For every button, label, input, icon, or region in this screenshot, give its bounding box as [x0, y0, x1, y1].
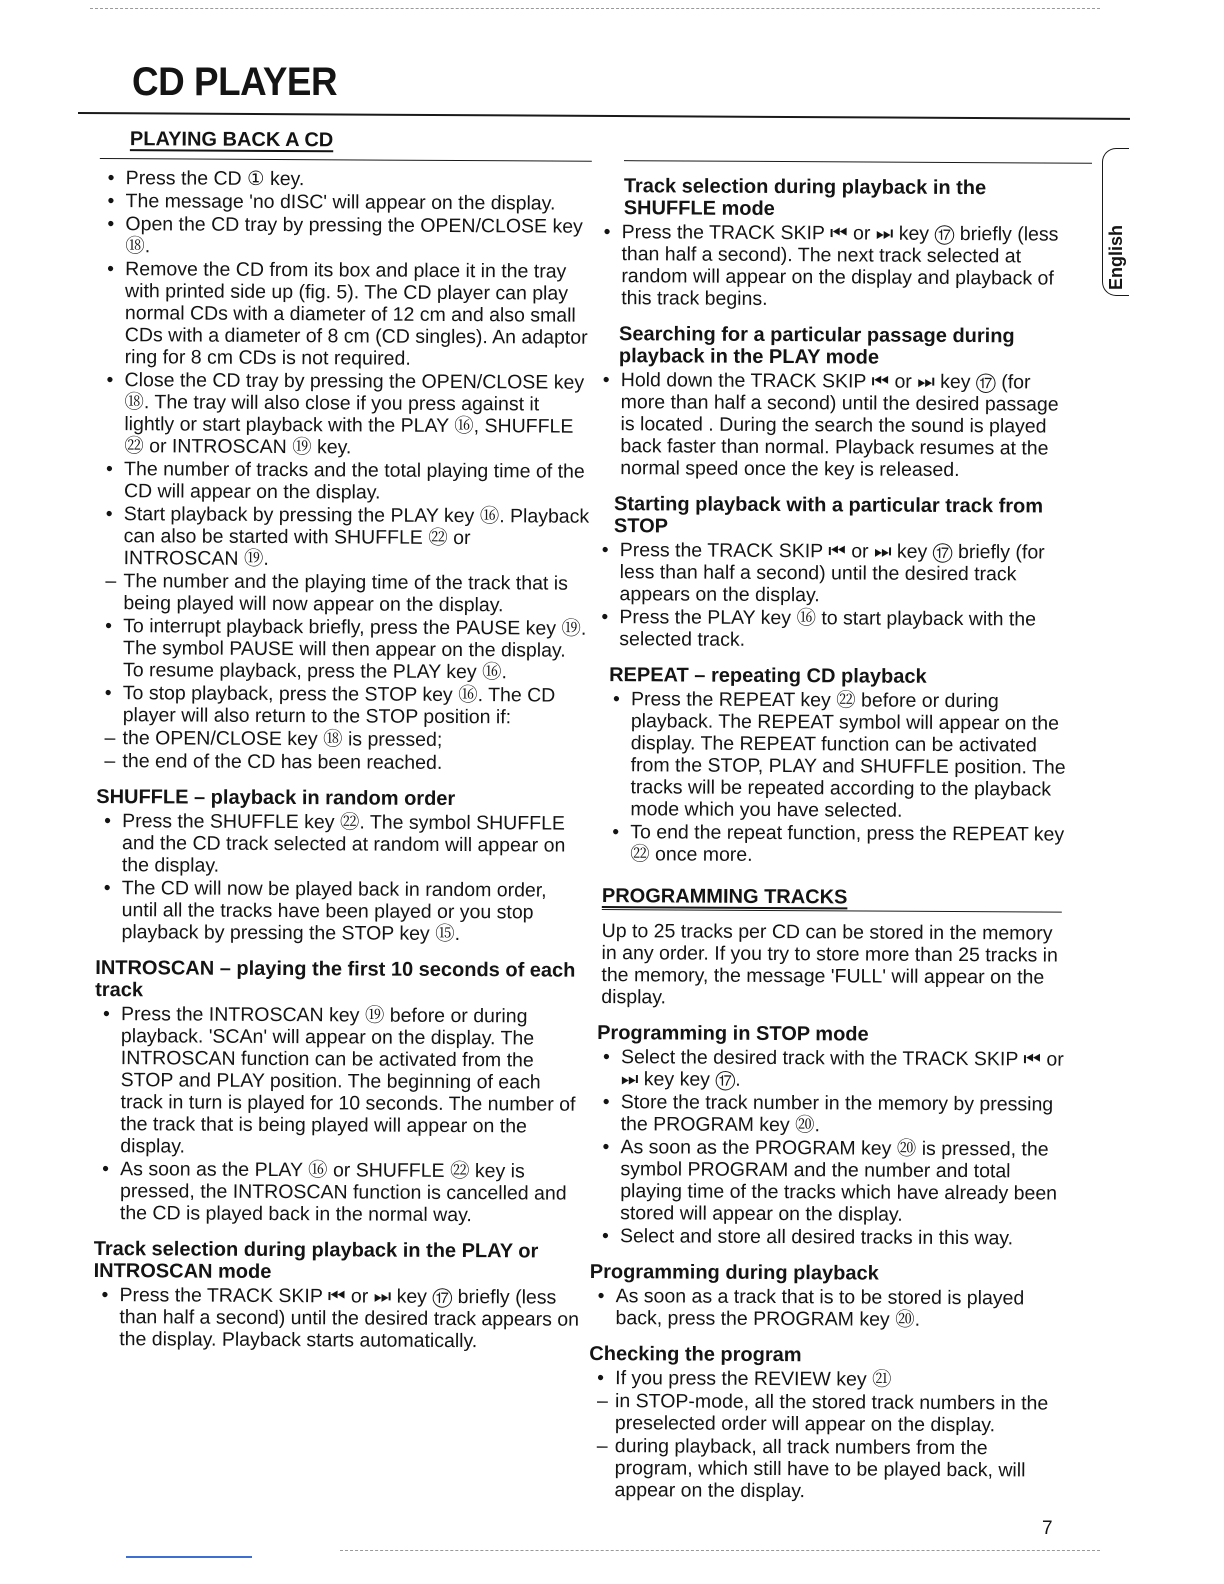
list-item	[97, 615, 589, 684]
list-item	[595, 221, 1075, 312]
list-item-text: Press the PLAY key ⑯ to start playback with the selected track.	[619, 606, 1037, 651]
list-item-text: The CD will now be played back in random order, until all the tracks have been played or you stop playback by pressing the STOP key ⑮.	[121, 877, 547, 946]
list-marker: –	[597, 1390, 608, 1413]
list-item-text: As soon as a track that is to be stored is played back, press the PROGRAM key ⑳.	[615, 1285, 1025, 1331]
list-marker: •	[601, 539, 609, 562]
list-item	[595, 1046, 1071, 1093]
list-item-text: Select the desired track with the TRACK SKIP ⏮ or ⏭ key key ⑰.	[620, 1046, 1064, 1091]
page-number: 7	[1042, 1518, 1053, 1539]
list-item-text: Press the TRACK SKIP ⏮ or ⏭ key ⑰ briefly (for less than half a second) until the desired track appears on the display.	[619, 539, 1045, 607]
programming-section-heading: PROGRAMMING TRACKS	[601, 885, 848, 909]
list-marker: –	[104, 750, 116, 773]
list-item	[99, 258, 592, 371]
list-marker: •	[104, 810, 112, 833]
list-item	[595, 1091, 1071, 1138]
list-item-text: Press the INTROSCAN key ⑲ before or during playback. 'SCAn' will appear on the display. The INTROSCAN function can be activated from the STOP and PLAY position. The beginning of each track in turn is played for 10 seconds. The number of the track that is being played will appear on the display.	[120, 1003, 576, 1158]
introscan-heading: INTROSCAN – playing the first 10 seconds of each track	[95, 956, 576, 1002]
list-item	[99, 213, 591, 260]
list-item	[98, 458, 590, 505]
track-selection-play-heading: Track selection during playback in the PLAY or INTROSCAN mode	[93, 1237, 539, 1283]
track-selection-shuffle-list	[595, 221, 1075, 312]
starting-track-heading: Starting playback with a particular track from STOP	[613, 493, 1044, 538]
list-item	[100, 190, 592, 215]
right-column-rule	[624, 160, 1092, 164]
list-item	[594, 539, 1074, 608]
list-item	[594, 1225, 1070, 1250]
list-marker: •	[107, 213, 115, 236]
list-marker: •	[601, 606, 609, 629]
list-item	[96, 810, 588, 879]
list-item-text: If you press the REVIEW key ㉑	[615, 1367, 892, 1391]
programming-stop-heading: Programming in STOP mode	[597, 1022, 869, 1046]
list-marker: •	[612, 688, 620, 711]
repeat-list	[604, 688, 1073, 868]
list-item-text: The number and the playing time of the track that is being played will now appear on the display.	[123, 570, 568, 617]
list-item	[594, 1136, 1070, 1227]
list-item-text: Press the TRACK SKIP ⏮ or ⏭ key ⑰ briefly (less than half a second) until the desired track appears on the display. Playback starts automatically.	[119, 1284, 580, 1353]
searching-list	[594, 369, 1075, 482]
programming-playback-heading: Programming during playback	[589, 1260, 879, 1285]
list-marker: •	[104, 682, 112, 705]
list-marker: •	[105, 615, 113, 638]
list-item	[97, 682, 589, 729]
list-marker: •	[602, 1046, 610, 1069]
list-item	[93, 1284, 585, 1353]
list-item	[98, 503, 590, 572]
language-tab-label: English	[1106, 224, 1126, 290]
list-item-text: Store the track number in the memory by pressing the PROGRAM key ⑳.	[620, 1091, 1054, 1137]
list-item-text: To end the repeat function, press the REPEAT key ㉒ once more.	[630, 821, 1065, 866]
list-marker: •	[106, 369, 114, 392]
list-item-text: To interrupt playback briefly, press the PAUSE key ⑲. The symbol PAUSE will then appear on the display. To resume playback, press the PLAY key ⑯.	[122, 615, 587, 684]
list-marker: •	[107, 190, 115, 213]
list-item	[94, 1158, 586, 1227]
list-item	[98, 369, 590, 460]
list-marker: •	[102, 1003, 110, 1026]
list-marker: –	[104, 727, 116, 750]
introscan-list	[94, 1003, 587, 1227]
list-marker: •	[597, 1285, 605, 1308]
list-marker: •	[107, 258, 115, 281]
list-item	[589, 1390, 1069, 1437]
title-rule	[78, 112, 1130, 120]
list-item	[604, 821, 1072, 868]
stop-conditions-list	[96, 727, 588, 775]
checking-list	[589, 1367, 1070, 1504]
list-item-text: The message 'no dISC' will appear on the display.	[125, 190, 556, 215]
list-item	[100, 167, 592, 192]
bottom-link-line	[126, 1556, 252, 1558]
list-marker: •	[102, 1158, 110, 1181]
list-item-text: Start playback by pressing the PLAY key ⑯. Playback can also be started with SHUFFLE ㉒ or INTROSCAN ⑲.	[123, 503, 590, 570]
list-item-text: To stop playback, press the STOP key ⑯. The CD player will also return to the STOP position if:	[122, 682, 556, 729]
list-item	[97, 570, 589, 617]
list-item-text: Open the CD tray by pressing the OPEN/CLOSE key ⑱.	[125, 213, 583, 258]
list-marker: •	[101, 1284, 109, 1307]
list-marker: •	[603, 221, 611, 244]
list-marker: •	[597, 1367, 605, 1390]
right-column	[589, 160, 1076, 1505]
playing-back-list	[97, 167, 592, 729]
page-title: CD PLAYER	[132, 60, 338, 104]
checking-heading: Checking the program	[589, 1342, 802, 1367]
section-heading-playing-back: PLAYING BACK A CD	[129, 128, 334, 152]
list-item-text: Hold down the TRACK SKIP ⏮ or ⏭ key ⑰ (for more than half a second) until the desired passage is located . During the search the sound is played back faster than normal. Playback resumes at the normal speed once the key is released.	[620, 369, 1059, 482]
list-item	[95, 877, 587, 946]
left-column	[93, 128, 592, 1354]
track-selection-play-list	[93, 1284, 585, 1353]
scan-noise-bottom	[340, 1550, 1100, 1551]
scan-noise-top	[90, 8, 1100, 9]
list-item	[94, 1003, 587, 1160]
list-marker: •	[105, 503, 113, 526]
list-item-text: during playback, all track numbers from the program, which still have to be played back, will appear on the display.	[614, 1435, 1026, 1503]
list-marker: –	[596, 1435, 608, 1458]
list-marker: •	[601, 1225, 609, 1248]
list-item	[594, 369, 1075, 482]
list-item-text: Close the CD tray by pressing the OPEN/CLOSE key ⑱. The tray will also close if you press against it lightly or start playback with the PLAY ⑯, SHUFFLE ㉒ or INTROSCAN ⑲ key.	[124, 369, 585, 459]
programming-rule	[602, 909, 1062, 913]
list-item-text: Remove the CD from its box and place it in the tray with printed side up (fig. 5). The CD player can play normal CDs with a diameter of 12 cm and also small CDs with a diameter of 8 cm (CD singles). An adaptor ring for 8 cm CDs is not required.	[124, 258, 588, 370]
list-item-text: Press the CD ① key.	[125, 167, 305, 191]
list-item-text: Press the SHUFFLE key ㉒. The symbol SHUFFLE and the CD track selected at random will appear on the display.	[121, 810, 566, 877]
list-marker: •	[103, 877, 111, 900]
section-rule	[100, 158, 592, 162]
programming-playback-list	[589, 1285, 1069, 1332]
list-item	[97, 727, 589, 752]
searching-heading: Searching for a particular passage during playback in the PLAY mode	[618, 323, 1015, 369]
list-item-text: Press the TRACK SKIP ⏮ or ⏭ key ⑰ briefly (less than half a second). The next track selected at random will appear on the display and playback of this track begins.	[621, 221, 1059, 310]
list-marker: •	[106, 458, 113, 481]
list-item-text: As soon as the PLAY ⑯ or SHUFFLE ㉒ key is pressed, the INTROSCAN function is cancelled and the CD is played back in the normal way.	[119, 1158, 567, 1227]
list-marker: •	[612, 821, 620, 844]
list-item-text: The number of tracks and the total playing time of the CD will appear on the display.	[123, 458, 585, 504]
shuffle-list	[95, 810, 588, 946]
list-item	[593, 606, 1073, 653]
list-item-text: As soon as the PROGRAM key ⑳ is pressed, the symbol PROGRAM and the number and total playing time of the tracks which have already been stored will appear on the display.	[620, 1136, 1058, 1226]
list-item-text: Press the REPEAT key ㉒ before or during playback. The REPEAT symbol will appear on the display. The REPEAT function can be activated from the STOP, PLAY and SHUFFLE position. The tracks will be repeated according to the playback mode which you have selected.	[630, 688, 1066, 822]
list-item	[589, 1435, 1069, 1504]
list-item-text: Select and store all desired tracks in this way.	[619, 1225, 1014, 1250]
list-marker: •	[107, 167, 115, 190]
list-marker: •	[602, 369, 610, 392]
shuffle-heading: SHUFFLE – playback in random order	[96, 785, 456, 810]
list-item-text: in STOP-mode, all the stored track numbers in the preselected order will appear on the display.	[614, 1390, 1049, 1437]
list-item	[589, 1367, 1069, 1392]
list-item-text: the end of the CD has been reached.	[122, 750, 443, 774]
list-marker: •	[602, 1136, 610, 1159]
programming-intro: Up to 25 tracks per CD can be stored in the memory in any order. If you try to store more than 25 tracks in the memory, the message 'FULL' will appear on the display.	[601, 920, 1058, 1009]
list-item	[589, 1285, 1069, 1332]
list-marker: •	[602, 1091, 610, 1114]
programming-stop-list	[594, 1046, 1071, 1250]
list-marker: –	[105, 570, 117, 593]
list-item	[96, 750, 588, 775]
repeat-heading: REPEAT – repeating CD playback	[609, 664, 927, 688]
list-item-text: the OPEN/CLOSE key ⑱ is pressed;	[122, 727, 443, 751]
track-selection-shuffle-heading: Track selection during playback in the SHUFFLE mode	[623, 175, 987, 220]
list-item	[604, 688, 1073, 823]
starting-track-list	[593, 539, 1074, 653]
